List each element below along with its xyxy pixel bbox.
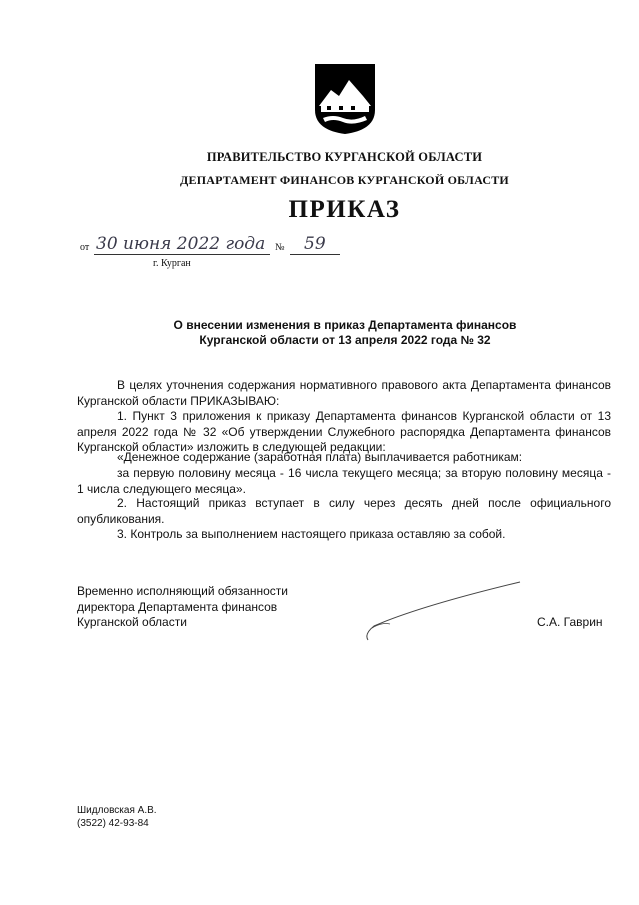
handwritten-date: 30 июня 2022 года	[96, 234, 266, 254]
signatory-line-1: Временно исполняющий обязанности	[77, 584, 288, 598]
department-name: ДЕПАРТАМЕНТ ФИНАНСОВ КУРГАНСКОЙ ОБЛАСТИ	[180, 173, 509, 187]
signatory-position	[77, 584, 288, 631]
executor-phone: (3522) 42-93-84	[77, 818, 149, 829]
number-label: №	[275, 242, 285, 253]
date-underline	[94, 254, 270, 255]
body-paragraph-3: «Денежное содержание (заработная плата) выплачивается работникам:	[117, 450, 523, 464]
body-paragraph-4-text: за первую половину месяца - 16 числа текущего месяца; за вторую половину месяца - 1 числа следующего месяца».	[77, 466, 611, 496]
government-name: ПРАВИТЕЛЬСТВО КУРГАНСКОЙ ОБЛАСТИ	[206, 150, 483, 164]
signatory-name: С.А. Гаврин	[537, 615, 603, 629]
body-paragraph-4	[77, 466, 611, 497]
body-paragraph-2: 1. Пункт 3 приложения к приказу Департамента финансов Курганской области от 13 апреля 2022 года № 32 «Об утверждении Служебного распорядка Департамента финансов Курганской области» изложить в следующей редакции:	[77, 409, 611, 454]
subject-line-1: О внесении изменения в приказ Департамента финансов	[173, 318, 517, 332]
document-type-title: ПРИКАЗ	[288, 196, 401, 223]
handwritten-number: 59	[304, 234, 326, 254]
body-paragraph-5: 2. Настоящий приказ вступает в силу через десять дней после официального опубликования.	[77, 496, 611, 526]
handwritten-signature	[360, 578, 525, 648]
number-underline	[290, 254, 340, 255]
executor-name: Шидловская А.В.	[77, 805, 157, 816]
from-label: от	[80, 242, 90, 253]
body-paragraph-6: 3. Контроль за выполнением настоящего приказа оставляю за собой.	[117, 527, 506, 541]
city-label: г. Курган	[153, 258, 191, 269]
subject-line-2: Курганской области от 13 апреля 2022 года № 32	[199, 333, 491, 347]
signatory-line-2: директора Департамента финансов	[77, 599, 278, 614]
executor-info	[77, 804, 157, 830]
coat-of-arms-emblem	[313, 62, 377, 136]
signatory-line-3: Курганской области	[77, 615, 187, 629]
order-subject	[120, 318, 570, 348]
body-paragraph-1: В целях уточнения содержания нормативного правового акта Департамента финансов Курганской области ПРИКАЗЫВАЮ:	[77, 378, 611, 408]
